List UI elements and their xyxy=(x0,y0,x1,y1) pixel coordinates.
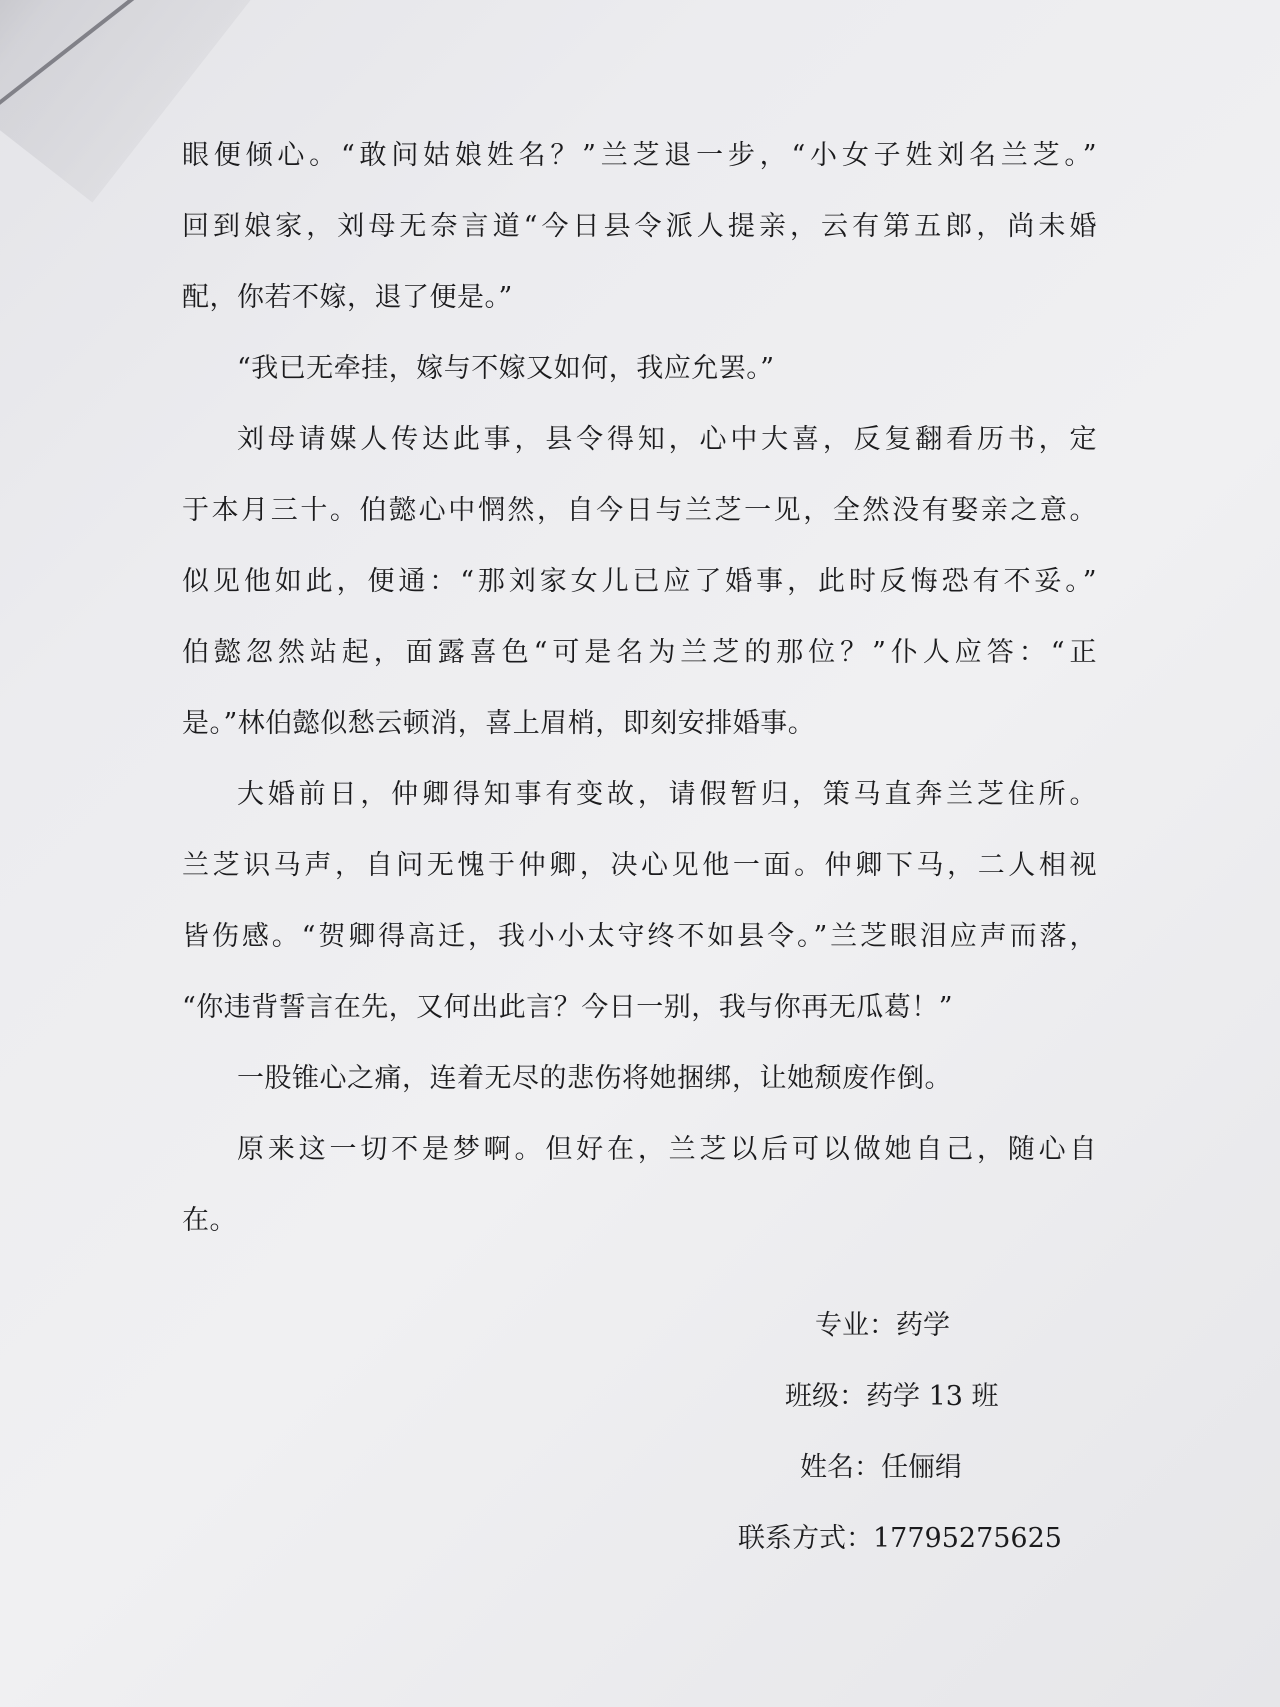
body-line: “你违背誓言在先，又何出此言？今日一别，我与你再无瓜葛！” xyxy=(182,992,954,1023)
body-line: “我已无牵挂，嫁与不嫁又如何，我应允罢。” xyxy=(237,353,775,384)
body-line: 皆伤感。“贺卿得高迁，我小小太守终不如县令。”兰芝眼泪应声而落， xyxy=(182,921,1097,952)
body-line: 一股锥心之痛，连着无尽的悲伤将她捆绑，让她颓废作倒。 xyxy=(237,1063,952,1094)
story-body xyxy=(182,120,1097,1256)
body-line: 兰芝识马声，自问无愧于仲卿，决心见他一面。仲卿下马，二人相视 xyxy=(182,850,1097,881)
body-line: 似见他如此，便通：“那刘家女儿已应了婚事，此时反悔恐有不妥。” xyxy=(182,566,1097,597)
major-line: 专业：药学 xyxy=(815,1310,950,1341)
body-line: 是。”林伯懿似愁云顿消，喜上眉梢，即刻安排婚事。 xyxy=(182,708,816,739)
body-line: 于本月三十。伯懿心中惘然，自今日与兰芝一见，全然没有娶亲之意。 xyxy=(182,495,1097,526)
body-line: 回到娘家，刘母无奈言道“今日县令派人提亲，云有第五郎，尚未婚 xyxy=(182,211,1097,242)
body-line: 伯懿忽然站起，面露喜色“可是名为兰芝的那位？”仆人应答：“正 xyxy=(182,637,1097,668)
body-line: 眼便倾心。“敢问姑娘姓名？”兰芝退一步，“小女子姓刘名兰芝。” xyxy=(182,140,1097,171)
contact-line: 联系方式：17795275625 xyxy=(738,1523,1062,1554)
name-line: 姓名：任俪绢 xyxy=(800,1452,962,1483)
class-line: 班级：药学 13 班 xyxy=(785,1381,999,1412)
body-line: 大婚前日，仲卿得知事有变故，请假暂归，策马直奔兰芝住所。 xyxy=(237,779,1097,810)
body-line: 原来这一切不是梦啊。但好在，兰芝以后可以做她自己，随心自 xyxy=(237,1134,1097,1165)
body-line: 配，你若不嫁，退了便是。” xyxy=(182,282,513,313)
author-info xyxy=(730,1290,1150,1574)
body-line: 刘母请媒人传达此事，县令得知，心中大喜，反复翻看历书，定 xyxy=(237,424,1097,455)
body-line: 在。 xyxy=(182,1205,237,1236)
